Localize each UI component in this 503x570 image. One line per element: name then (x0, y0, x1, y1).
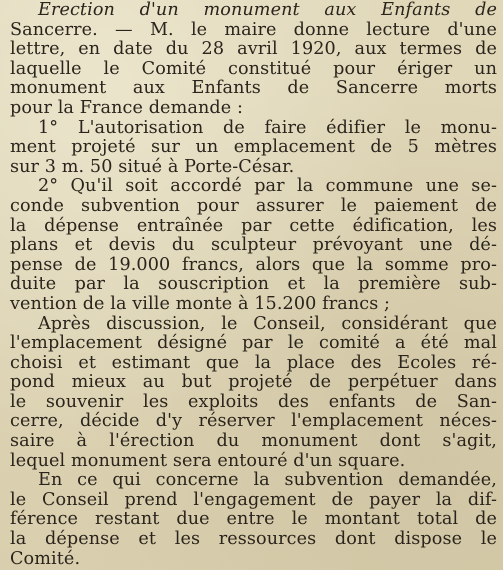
text-line: Sancerre. — M. le maire donne lecture d'une (10, 19, 497, 40)
article-text (10, 1, 497, 569)
text-line: cerre, décide d'y réserver l'emplacement néces- (10, 411, 497, 432)
text-line: Comité. (10, 548, 81, 569)
text-line: monument aux Enfants de Sancerre morts (10, 78, 497, 99)
text-line: En ce qui concerne la subvention demandée, (38, 470, 497, 491)
text-line: conde subvention pour assurer le paiement de (10, 195, 497, 216)
text-line: pense de 19.000 francs, alors que la somme pro- (10, 254, 497, 275)
text-line: saire à l'érection du monument dont s'agit, (10, 431, 497, 452)
text-line: choisi et estimant que la place des Ecoles ré- (10, 352, 497, 373)
text-line: vention de la ville monte à 15.200 francs ; (10, 293, 391, 314)
text-line: ment projeté sur un emplacement de 5 mètres (10, 137, 497, 158)
text-line: férence restant due entre le montant total de (10, 509, 497, 530)
text-line: duite par la souscription et la première sub- (10, 274, 497, 295)
text-line: la dépense et les ressources dont dispose le (10, 529, 497, 550)
text-line: pour la France demande : (10, 97, 243, 118)
text-line: le Conseil prend l'engagement de payer la dif- (10, 489, 497, 510)
text-line: sur 3 m. 50 situé à Porte-César. (10, 156, 295, 177)
article-title-line: Erection d'un monument aux Enfants de (38, 0, 497, 20)
text-line: plans et devis du sculpteur prévoyant une dé- (10, 235, 497, 256)
text-line: lettre, en date du 28 avril 1920, aux termes de (10, 39, 497, 60)
text-line: l'emplacement désigné par le comité a été mal (10, 333, 497, 354)
text-line: 2° Qu'il soit accordé par la commune une se- (38, 176, 497, 197)
text-line: laquelle le Comité constitué pour ériger un (10, 58, 497, 79)
text-line: le souvenir les exploits des enfants de San- (10, 391, 497, 412)
text-line: 1° L'autorisation de faire édifier le monu- (38, 117, 497, 138)
text-line: pond mieux au but projeté de perpétuer dans (10, 372, 497, 393)
text-line: Après discussion, le Conseil, considérant que (38, 313, 497, 334)
text-line: la dépense entraînée par cette édification, les (10, 215, 497, 236)
text-line: lequel monument sera entouré d'un square. (10, 450, 406, 471)
